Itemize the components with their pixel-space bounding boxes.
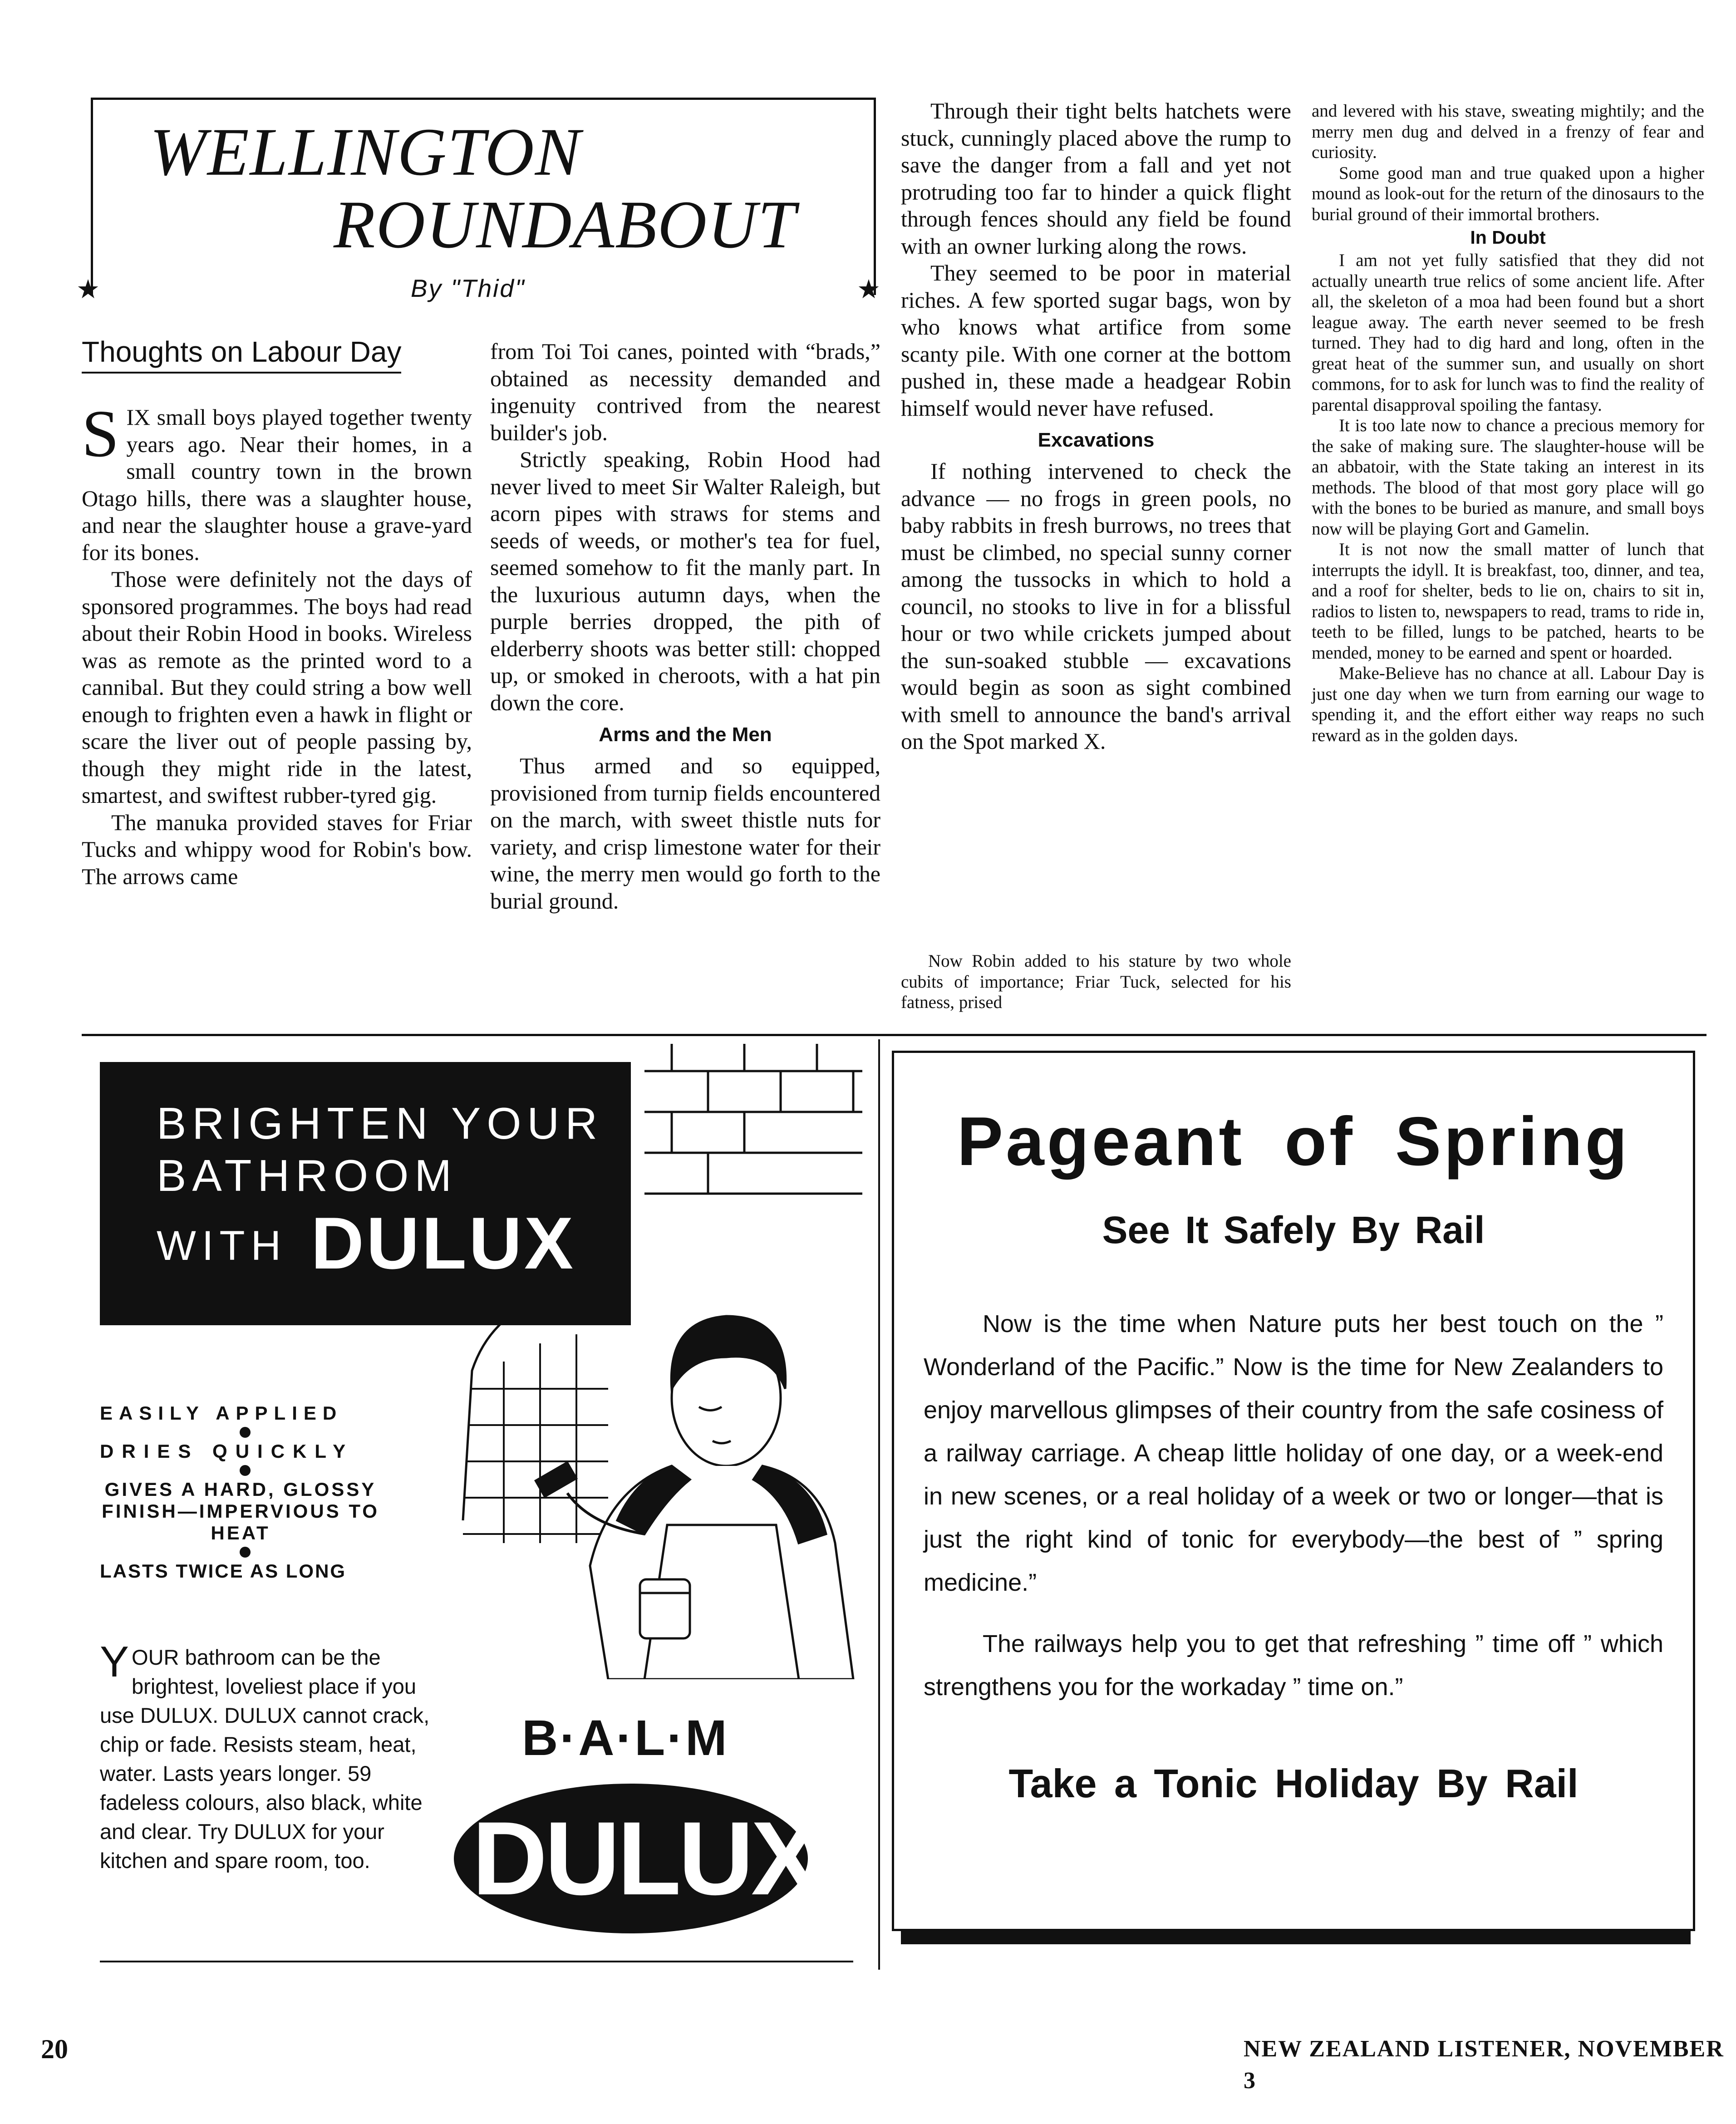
dulux-body-text: OUR bathroom can be the brightest, loveliest place if you use DULUX. DULUX cannot crack, chip or fade. Resists steam, heat, water. Lasts years longer. 59 fadeless colours, also black, white and clear. Try DULUX for your kitchen and spare room, too. <box>100 1645 430 1873</box>
ad-bottom-rule <box>100 1961 853 1962</box>
bullet-icon <box>240 1427 251 1438</box>
article-column-3 <box>901 98 1291 755</box>
byline: By "Thid" <box>411 274 526 302</box>
article-column-4 <box>1312 101 1704 746</box>
subheading-arms: Arms and the Men <box>599 723 772 746</box>
article-column-3-continued <box>901 951 1291 1013</box>
railway-headline: Pageant of Spring <box>957 1103 1630 1180</box>
feature-hard-glossy-finish: GIVES A HARD, GLOSSY FINISH—IMPERVIOUS TO HEAT <box>102 1479 379 1544</box>
dulux-headline-with: WITH <box>157 1223 287 1269</box>
drop-cap: S <box>82 397 119 471</box>
railway-ad-bottom-bar <box>901 1929 1691 1944</box>
paragraph: Now Robin added to his stature by two whole cubits of importance; Friar Tuck, selected for his fatness, prised <box>901 951 1291 1012</box>
paragraph: The manuka provided staves for Friar Tucks and whippy wood for Robin's bow. The arrows came <box>82 809 472 889</box>
feature-easily-applied: EASILY APPLIED <box>100 1402 343 1424</box>
dulux-headline-line-2: BATHROOM <box>157 1150 457 1200</box>
paragraph: It is not now the small matter of lunch that interrupts the idyll. It is breakfast, too, dinner, and tea, and a roof for shelter, beds to lie on, chairs to sit in, radios to listen to, newspapers to read, trams to ride in, teeth to be filled, lungs to be patched, hearts to be mended, money to be earned and spent or hoarded. <box>1312 540 1704 663</box>
title-line-1: WELLINGTON <box>150 114 581 190</box>
paragraph: Thus armed and so equipped, provisioned from turnip fields encountered on the march, with sweet thistle nuts for variety, and crisp limestone water for their wine, the merry men would go forth to the burial ground. <box>490 753 880 914</box>
feature-dries-quickly: DRIES QUICKLY <box>100 1441 354 1462</box>
paragraph: Make-Believe has no chance at all. Labour Day is just one day when we turn from earning our wage to spending it, and the effort either way reaps no such reward as in the golden days. <box>1312 664 1704 745</box>
subheading-doubt: In Doubt <box>1470 227 1546 248</box>
publication-line: NEW ZEALAND LISTENER, NOVEMBER 3 <box>1244 2036 1724 2094</box>
balm-maker-mark: B·A·L·M <box>522 1710 729 1766</box>
railway-ad-content <box>924 1103 1663 1809</box>
bullet-icon <box>240 1465 251 1476</box>
paragraph: I am not yet fully satisfied that they did not actually unearth true relics of some ancient life. After all, the skeleton of a moa had been found but a short league away. The earth never seemed to be fresh turned. They had to dig hard and long, often in the great heat of the summer sun, and usually on short commons, for to ask for lunch was to find the reality of parental disapproval spoiling the fantasy. <box>1312 251 1704 415</box>
paragraph: from Toi Toi canes, pointed with “brads,” obtained as necessity demanded and ingenuity contrived from the nearest builder's job. <box>490 339 880 445</box>
painting-woman-illustration <box>354 1044 871 1679</box>
ad-divider <box>878 1039 880 1970</box>
railway-paragraph-1: Now is the time when Nature puts her best touch on the ” Wonderland of the Pacific.” Now is the time for New Zealanders to enjoy marvellous glimpses of their country from the safe cosiness of a railway carriage. A cheap little holiday of one day, or a week-end in new scenes, or a real holiday of a week or two or longer—that is just the right kind of tonic for everybody—the best of ” spring medicine.” <box>924 1310 1663 1596</box>
subheading-excavations: Excavations <box>1038 429 1155 451</box>
section-heading: Thoughts on Labour Day <box>82 334 401 374</box>
article-column-2 <box>490 338 880 914</box>
paragraph: Those were definitely not the days of sponsored programmes. The boys had read about their Robin Hood in books. Wireless was as remote as the printed word to a cannibal. But they could string a bow well enough to frighten even a hawk in flight or scare the liver out of people passing by, though they might ride in the latest, smartest, and swiftest rubber-tyred gig. <box>82 566 472 808</box>
paragraph: If nothing intervened to check the advance — no frogs in green pools, no baby rabbits in fresh burrows, no trees that must be climbed, no special sunny corner among the tussocks in which to hold a council, no stooks to live in for a blissful hour or two while crickets jumped about the sun-soaked stubble — excavations would begin as soon as sight combined with smell to announce the band's arrival on the Spot marked X. <box>901 458 1291 754</box>
paragraph: Strictly speaking, Robin Hood had never lived to meet Sir Walter Raleigh, but acorn pipes with straws for stems and seeds of weeds, or mother's tea for fuel, seemed somehow to fit the manly part. In the luxurious autumn days, when the purple berries dropped, the pith of elderberry shoots was better still: chopped up, or smoked in cheroots, with a hat pin down the core. <box>490 447 880 715</box>
dulux-features <box>100 1402 390 1582</box>
dulux-body-drop-cap: Y <box>100 1637 129 1686</box>
dulux-advertisement <box>100 1044 871 1965</box>
dulux-headline-brand: DULUX <box>311 1202 575 1284</box>
paragraph: IX small boys played together twenty years ago. Near their homes, in a small country town in the brown Otago hills, there was a slaughter house, and near the slaughter house a grave-yard for its bones. <box>82 404 472 565</box>
railway-paragraph-2: The railways help you to get that refreshing ” time off ” which strengthens you for the workaday ” time on.” <box>924 1630 1663 1701</box>
railway-tagline: Take a Tonic Holiday By Rail <box>1008 1761 1579 1806</box>
paragraph: They seemed to be poor in material riches. A few sported sugar bags, won by who knows what artifice from some scanty pile. With one corner at the bottom pushed in, these made a headgear Robin himself would never have refused. <box>901 260 1291 421</box>
dulux-body-copy <box>100 1637 431 1875</box>
page-number: 20 <box>41 2034 68 2064</box>
paragraph: Some good man and true quaked upon a higher mound as look-out for the return of the dinosaurs to the burial ground of their immortal brothers. <box>1312 163 1704 224</box>
paragraph: It is too late now to chance a precious memory for the sake of making sure. The slaughter-house will be an abbatoir, with the State taking an interest in its methods. The blood of that most gory place will go with the bones to be buried as manure, and small boys now will be playing Gort and Gamelin. <box>1312 416 1704 539</box>
star-icon: ★ <box>857 275 880 304</box>
dulux-headline-line-1: BRIGHTEN YOUR <box>157 1098 603 1148</box>
bullet-icon <box>240 1547 251 1558</box>
title-line-2: ROUNDABOUT <box>334 187 797 262</box>
paragraph: and levered with his stave, sweating mightily; and the merry men dug and delved in a frenzy of fear and curiosity. <box>1312 101 1704 162</box>
railway-subhead: See It Safely By Rail <box>1102 1209 1485 1251</box>
star-icon: ★ <box>76 275 100 304</box>
section-divider <box>82 1034 1706 1036</box>
feature-lasts-twice-as-long: LASTS TWICE AS LONG <box>100 1560 347 1582</box>
dulux-logo-text: DULUX <box>472 1800 818 1917</box>
article-column-1 <box>82 397 472 890</box>
paragraph: Through their tight belts hatchets were stuck, cunningly placed above the rump to save the danger from a fall and yet not protruding too far to hinder a quick flight through fences should any field be found with an owner lurking along the rows. <box>901 98 1291 259</box>
